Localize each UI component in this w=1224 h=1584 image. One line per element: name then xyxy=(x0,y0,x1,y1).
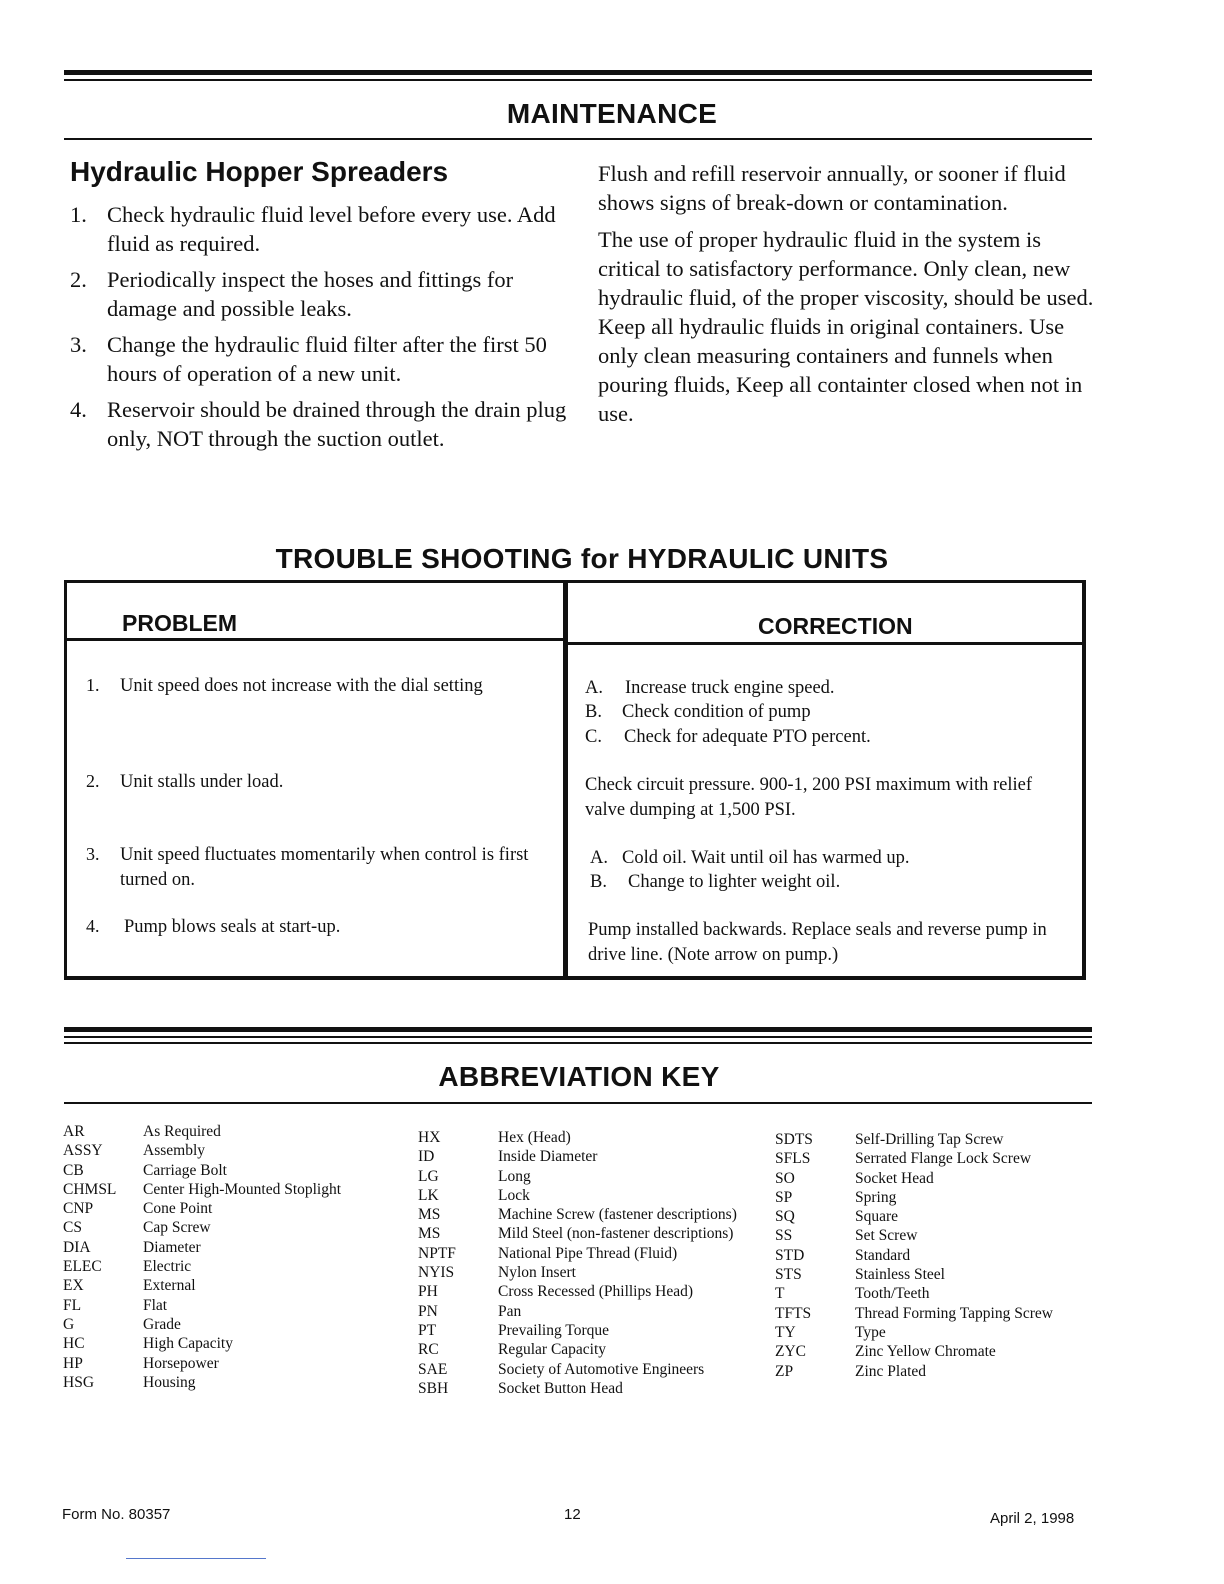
step-text: Periodically inspect the hoses and fittings for damage and possible leaks. xyxy=(107,267,514,321)
abbr-code: DIA xyxy=(63,1238,91,1256)
abbr-desc: Spring xyxy=(855,1188,897,1206)
abbr-code: CB xyxy=(63,1161,84,1179)
problem-text: Unit stalls under load. xyxy=(120,772,284,792)
abbreviation-row xyxy=(418,1224,737,1243)
abbreviation-row xyxy=(775,1342,1053,1361)
form-number: Form No. 80357 xyxy=(62,1506,171,1523)
abbr-desc: Pan xyxy=(498,1302,522,1320)
abbreviation-row xyxy=(775,1304,1053,1323)
abbreviation-row xyxy=(418,1263,737,1282)
problem-number: 4. xyxy=(86,916,100,936)
abbreviation-row xyxy=(418,1205,737,1224)
abbr-code: SAE xyxy=(418,1360,448,1378)
abbr-desc: Society of Automotive Engineers xyxy=(498,1360,705,1378)
maintenance-title: MAINTENANCE xyxy=(506,98,718,129)
abbr-code: T xyxy=(775,1285,785,1303)
abbreviation-column xyxy=(775,1130,1053,1381)
correction-label: C. xyxy=(585,727,602,747)
abbr-code: ZP xyxy=(775,1362,794,1380)
abbr-code: HX xyxy=(418,1129,441,1146)
abbreviation-row xyxy=(63,1199,341,1218)
abbr-desc: Carriage Bolt xyxy=(143,1161,227,1179)
correction-label: A. xyxy=(585,678,603,698)
abbreviation-row xyxy=(63,1238,341,1257)
abbr-code: NYIS xyxy=(418,1264,455,1282)
abbr-code: STD xyxy=(775,1246,805,1264)
abbr-desc: Set Screw xyxy=(855,1227,918,1245)
correction-text: Cold oil. Wait until oil has warmed up. xyxy=(622,848,910,868)
correction-text: Check condition of pump xyxy=(622,702,811,722)
abbr-desc: Prevailing Torque xyxy=(498,1321,609,1339)
correction-header: CORRECTION xyxy=(758,613,913,639)
abbreviation-row xyxy=(63,1218,341,1237)
abbreviation-row xyxy=(775,1149,1053,1168)
abbr-desc: Stainless Steel xyxy=(855,1266,945,1284)
correction-label: B. xyxy=(590,872,607,892)
abbr-desc: High Capacity xyxy=(143,1335,233,1353)
abbreviation-row xyxy=(418,1302,737,1321)
problem-number: 1. xyxy=(86,675,100,695)
abbr-desc: National Pipe Thread (Fluid) xyxy=(498,1244,678,1262)
correction-text: Pump installed backwards. Replace seals and reverse pump in drive line. (Note arrow on pump.) xyxy=(588,920,1047,965)
abbr-code: SDTS xyxy=(775,1131,813,1148)
step-text: Reservoir should be drained through the drain plug only, NOT through the suction outlet. xyxy=(107,397,567,451)
maintenance-left-column xyxy=(70,156,570,460)
abbr-desc: Assembly xyxy=(143,1142,205,1160)
top-rule-thin xyxy=(64,79,1092,81)
abbreviation-column xyxy=(63,1122,341,1392)
abbreviation-row xyxy=(418,1167,737,1186)
step-number: 4. xyxy=(70,397,87,422)
abbr-code: LG xyxy=(418,1167,439,1185)
correction-text: Check for adequate PTO percent. xyxy=(624,727,871,747)
maintenance-step xyxy=(70,200,570,258)
step-number: 3. xyxy=(70,332,87,357)
abbr-code: NPTF xyxy=(418,1244,456,1262)
abbr-code: SO xyxy=(775,1169,795,1187)
correction-item xyxy=(585,676,835,701)
abbr-code: HP xyxy=(63,1354,83,1372)
correction-item xyxy=(585,725,871,750)
maintenance-paragraph: The use of proper hydraulic fluid in the system is critical to satisfactory performance. Only clean, new hydraulic fluid, of the proper viscosity, should be used. Keep all hydraulic fluids in original containers. Use only clean measuring containers and funnels when pouring fluids, Keep all containter closed when not in use. xyxy=(598,227,1094,426)
abbr-code: SQ xyxy=(775,1208,795,1226)
abbr-desc: Socket Button Head xyxy=(498,1379,623,1397)
correction-text: Check circuit pressure. 900-1, 200 PSI maximum with relief valve dumping at 1,500 PSI. xyxy=(585,775,1032,820)
abbr-code: SFLS xyxy=(775,1150,811,1168)
abbreviation-row xyxy=(63,1122,341,1141)
abbr-code: G xyxy=(63,1315,75,1333)
step-text: Check hydraulic fluid level before every use. Add fluid as required. xyxy=(107,202,556,256)
abbreviation-row xyxy=(63,1315,341,1334)
problem-text: Pump blows seals at start-up. xyxy=(124,917,341,937)
abbr-code: PH xyxy=(418,1283,438,1301)
abbreviation-row xyxy=(418,1244,737,1263)
abbr-desc: As Required xyxy=(143,1123,221,1140)
abbr-code: TFTS xyxy=(775,1304,812,1322)
maintenance-step xyxy=(70,265,570,323)
step-number: 2. xyxy=(70,267,87,292)
abbreviation-row xyxy=(775,1323,1053,1342)
abbr-desc: Thread Forming Tapping Screw xyxy=(855,1304,1053,1322)
abbreviation-row xyxy=(63,1334,341,1353)
abbr-code: STS xyxy=(775,1266,802,1284)
abbr-desc: Long xyxy=(498,1167,531,1185)
abbreviation-row xyxy=(775,1130,1053,1149)
abbr-desc: Lock xyxy=(498,1186,530,1204)
abbr-code: FL xyxy=(63,1296,82,1314)
correction-header-rule xyxy=(568,642,1084,645)
abbr-code: PT xyxy=(418,1321,437,1339)
abbr-code: HSG xyxy=(63,1373,95,1391)
abbr-code: RC xyxy=(418,1341,439,1359)
abbreviation-row xyxy=(418,1186,737,1205)
abbr-code: CS xyxy=(63,1219,82,1237)
abbreviation-row xyxy=(63,1373,341,1392)
abbr-desc: Cap Screw xyxy=(143,1219,211,1237)
abbr-desc: Square xyxy=(855,1208,899,1226)
abbr-desc: External xyxy=(143,1277,196,1295)
abbreviation-row xyxy=(418,1147,737,1166)
correction-item xyxy=(590,846,909,871)
maintenance-paragraph: Flush and refill reservoir annually, or sooner if fluid shows signs of break-down or contamination. xyxy=(598,161,1066,215)
maintenance-step xyxy=(70,395,570,453)
abbr-code: PN xyxy=(418,1302,438,1320)
abbreviation-row xyxy=(775,1188,1053,1207)
abbr-desc: Diameter xyxy=(143,1238,201,1256)
abbreviation-row xyxy=(63,1180,341,1199)
problem-header: PROBLEM xyxy=(122,610,237,636)
abbr-desc: Cone Point xyxy=(143,1200,213,1218)
abbr-desc: Socket Head xyxy=(855,1169,934,1187)
abbr-code: HC xyxy=(63,1335,85,1353)
problem-text: Unit speed does not increase with the dial setting xyxy=(120,676,483,696)
abbr-code: EX xyxy=(63,1277,84,1295)
abbr-code: SP xyxy=(775,1188,793,1206)
maintenance-steps xyxy=(70,200,570,453)
abbr-rule-thick xyxy=(64,1027,1092,1032)
abbr-desc: Cross Recessed (Phillips Head) xyxy=(498,1283,694,1301)
abbreviation-row xyxy=(775,1226,1053,1245)
step-number: 1. xyxy=(70,202,87,227)
abbr-desc: Zinc Yellow Chromate xyxy=(855,1343,996,1361)
publish-date: April 2, 1998 xyxy=(990,1510,1075,1527)
problem-number: 3. xyxy=(86,844,100,864)
abbreviation-row xyxy=(775,1265,1053,1284)
problem-text: Unit speed fluctuates momentarily when control is first turned on. xyxy=(120,845,529,890)
correction-label: B. xyxy=(585,702,602,722)
problem-number: 2. xyxy=(86,771,100,791)
abbreviation-row xyxy=(418,1379,737,1398)
abbr-desc: Serrated Flange Lock Screw xyxy=(855,1150,1032,1168)
step-text: Change the hydraulic fluid filter after the first 50 hours of operation of a new unit. xyxy=(107,332,547,386)
abbr-desc: Tooth/Teeth xyxy=(855,1285,930,1303)
abbr-desc: Regular Capacity xyxy=(498,1341,607,1359)
abbr-desc: Machine Screw (fastener descriptions) xyxy=(498,1206,737,1224)
abbreviation-row xyxy=(418,1340,737,1359)
problem-header-rule xyxy=(67,638,564,641)
abbr-desc: Hex (Head) xyxy=(498,1129,571,1146)
abbr-code: TY xyxy=(775,1323,796,1341)
abbr-code: LK xyxy=(418,1186,439,1204)
maintenance-subtitle: Hydraulic Hopper Spreaders xyxy=(70,156,449,187)
abbreviation-title: ABBREVIATION KEY xyxy=(438,1061,720,1092)
abbreviation-row xyxy=(63,1161,341,1180)
abbr-rule-thin-2 xyxy=(64,1042,1092,1044)
abbr-desc: Electric xyxy=(143,1258,192,1276)
correction-label: A. xyxy=(590,848,608,868)
maintenance-underline xyxy=(64,138,1092,140)
abbr-desc: Nylon Insert xyxy=(498,1264,576,1282)
abbreviation-row xyxy=(775,1362,1053,1381)
abbreviation-row xyxy=(775,1207,1053,1226)
abbr-desc: Type xyxy=(855,1323,886,1341)
maintenance-step xyxy=(70,330,570,388)
abbr-code: MS xyxy=(418,1206,441,1224)
abbreviation-row xyxy=(775,1246,1053,1265)
abbr-title-underline xyxy=(64,1102,1092,1104)
abbreviation-row xyxy=(63,1141,341,1160)
abbreviation-row xyxy=(418,1128,737,1147)
correction-text: Change to lighter weight oil. xyxy=(628,872,841,892)
abbreviation-row xyxy=(418,1360,737,1379)
page-number: 12 xyxy=(564,1506,581,1523)
abbr-rule-thin xyxy=(64,1036,1092,1038)
abbr-code: SBH xyxy=(418,1379,449,1397)
abbreviation-row xyxy=(775,1284,1053,1303)
abbreviation-row xyxy=(418,1321,737,1340)
abbr-code: SS xyxy=(775,1227,793,1245)
abbr-desc: Horsepower xyxy=(143,1354,219,1372)
abbreviation-column xyxy=(418,1128,737,1398)
abbreviation-row xyxy=(63,1257,341,1276)
footer-link-line xyxy=(126,1558,266,1559)
abbreviation-row xyxy=(63,1354,341,1373)
abbr-code: ID xyxy=(418,1148,435,1166)
abbr-desc: Housing xyxy=(143,1373,196,1391)
abbr-code: CHMSL xyxy=(63,1180,117,1198)
abbr-desc: Flat xyxy=(143,1296,168,1314)
top-rule-thick xyxy=(64,70,1092,75)
correction-item xyxy=(590,870,840,895)
correction-item xyxy=(585,700,811,725)
trouble-title: TROUBLE SHOOTING for HYDRAULIC UNITS xyxy=(275,543,889,574)
abbr-desc: Grade xyxy=(143,1315,181,1333)
abbr-desc: Zinc Plated xyxy=(855,1362,927,1380)
abbr-code: MS xyxy=(418,1225,441,1243)
abbr-desc: Mild Steel (non-fastener descriptions) xyxy=(498,1225,734,1243)
abbr-desc: Self-Drilling Tap Screw xyxy=(855,1131,1004,1148)
abbr-code: ZYC xyxy=(775,1343,806,1361)
abbr-code: ELEC xyxy=(63,1258,102,1276)
abbreviation-row xyxy=(775,1169,1053,1188)
abbr-code: AR xyxy=(63,1123,85,1140)
abbreviation-row xyxy=(63,1276,341,1295)
correction-text: Increase truck engine speed. xyxy=(625,678,835,698)
abbr-desc: Center High-Mounted Stoplight xyxy=(143,1180,342,1198)
abbreviation-row xyxy=(418,1282,737,1301)
abbreviation-row xyxy=(63,1296,341,1315)
maintenance-right-column xyxy=(598,159,1098,436)
abbr-code: ASSY xyxy=(63,1142,103,1160)
abbr-desc: Inside Diameter xyxy=(498,1148,598,1166)
abbr-code: CNP xyxy=(63,1200,94,1218)
abbr-desc: Standard xyxy=(855,1246,911,1264)
